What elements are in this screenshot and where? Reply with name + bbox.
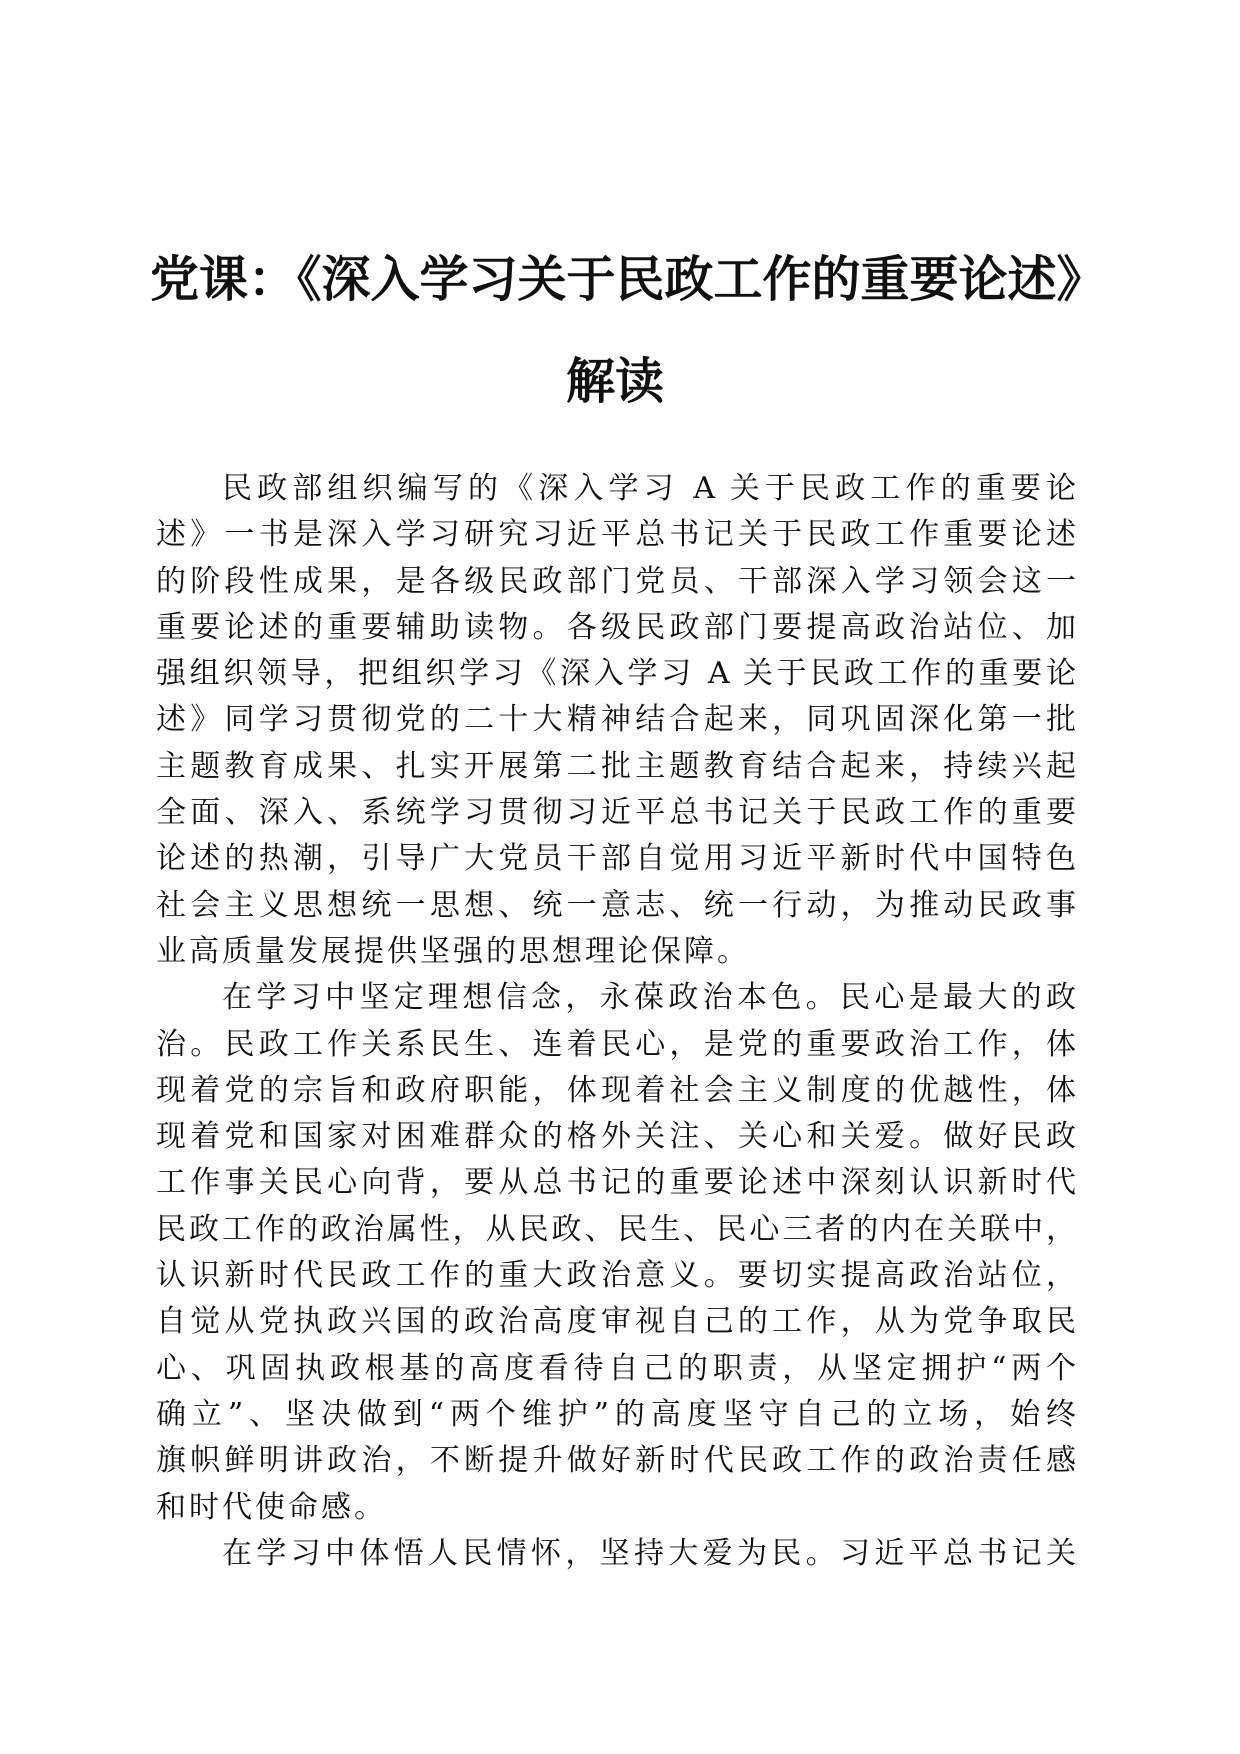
text-line: 确立”、坚决做到“两个维护”的高度坚守自己的立场，始终 <box>156 1396 1076 1432</box>
paragraph-2 <box>156 975 1076 1531</box>
text-line: 认识新时代民政工作的重大政治意义。要切实提高政治站位， <box>156 1258 1076 1294</box>
title-line-1: 党课：《深入学习关于民政工作的重要论述》 <box>150 250 1106 308</box>
document-title <box>150 228 1106 432</box>
text-line: 民政部组织编写的《深入学习 A 关于民政工作的重要论 <box>222 471 1076 506</box>
text-line: 论述的热潮，引导广大党员干部自觉用习近平新时代中国特色 <box>156 841 1076 877</box>
text-line: 现着党和国家对困难群众的格外关注、关心和关爱。做好民政 <box>156 1119 1076 1155</box>
title-line-2: 解读 <box>565 352 664 410</box>
text-line: 业高质量发展提供坚强的思想理论保障。 <box>156 933 750 969</box>
text-line: 主题教育成果、扎实开展第二批主题教育结合起来，持续兴起 <box>156 748 1076 784</box>
text-line: 和时代使命感。 <box>156 1489 387 1525</box>
text-line: 心、巩固执政根基的高度看待自己的职责，从坚定拥护“两个 <box>156 1350 1076 1386</box>
paragraph-1 <box>156 466 1076 975</box>
text-line: 旗帜鲜明讲政治，不断提升做好新时代民政工作的政治责任感 <box>156 1443 1076 1479</box>
text-line: 工作事关民心向背，要从总书记的重要论述中深刻认识新时代 <box>156 1165 1076 1201</box>
text-line: 述》同学习贯彻党的二十大精神结合起来，同巩固深化第一批 <box>156 702 1076 738</box>
text-line: 自觉从党执政兴国的政治高度审视自己的工作，从为党争取民 <box>156 1304 1076 1340</box>
text-line: 全面、深入、系统学习贯彻习近平总书记关于民政工作的重要 <box>156 795 1076 831</box>
text-line: 社会主义思想统一思想、统一意志、统一行动，为推动民政事 <box>156 887 1076 923</box>
text-line: 重要论述的重要辅助读物。各级民政部门要提高政治站位、加 <box>156 609 1076 645</box>
text-line: 现着党的宗旨和政府职能，体现着社会主义制度的优越性，体 <box>156 1072 1076 1108</box>
text-line: 强组织领导，把组织学习《深入学习 A 关于民政工作的重要论 <box>156 656 1076 692</box>
text-line: 在学习中坚定理想信念，永葆政治本色。民心是最大的政 <box>222 980 1076 1016</box>
document-body <box>156 466 1076 1577</box>
paragraph-3 <box>156 1531 1076 1577</box>
text-line: 述》一书是深入学习研究习近平总书记关于民政工作重要论述 <box>156 517 1076 553</box>
text-line: 治。民政工作关系民生、连着民心，是党的重要政治工作，体 <box>156 1026 1076 1062</box>
text-line: 在学习中体悟人民情怀，坚持大爱为民。习近平总书记关 <box>222 1535 1076 1571</box>
text-line: 民政工作的政治属性，从民政、民生、民心三者的内在关联中， <box>156 1211 1076 1247</box>
text-line: 的阶段性成果，是各级民政部门党员、干部深入学习领会这一 <box>156 563 1076 599</box>
